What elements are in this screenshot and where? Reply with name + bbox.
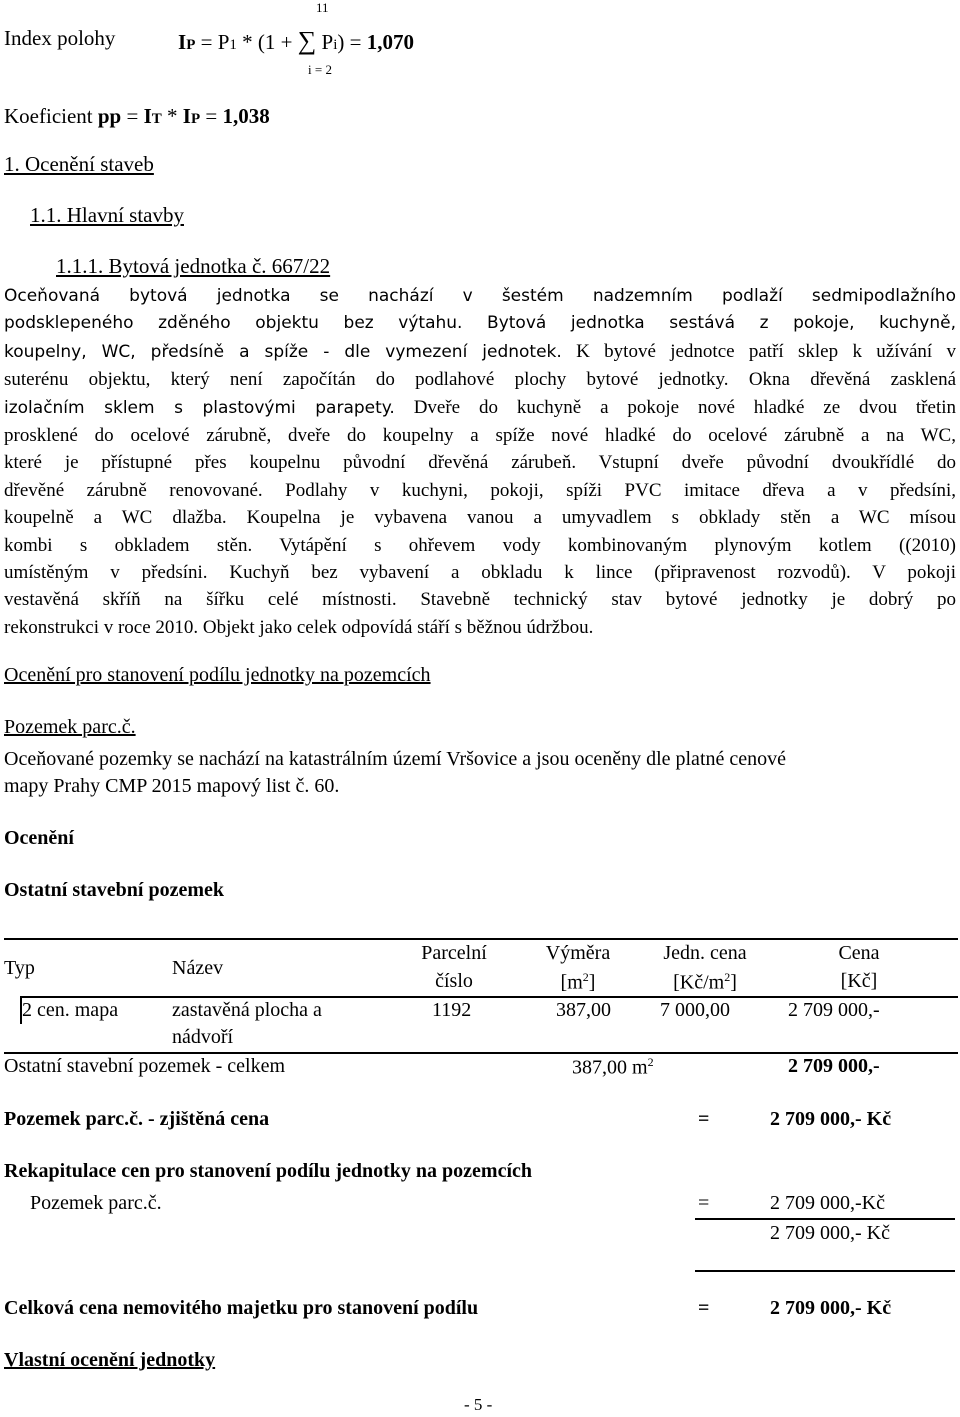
col-header-cena: Cena [838, 942, 880, 964]
description-line: koupelně a WC dlažba. Koupelna je vybavena vanou a umyvadlem s obklady stěn a WC mísou [4, 507, 956, 529]
rekapitulace-total: 2 709 000,- Kč [770, 1222, 890, 1244]
rekapitulace-title: Rekapitulace cen pro stanovení podílu jednotky na pozemcích [4, 1160, 532, 1182]
cell-jedn-cena: 7 000,00 [660, 999, 730, 1021]
index-polohy-formula: IP = P1 * (1 + ∑ Pi) = 1,070 [178, 26, 414, 55]
description-line: umístěným v předsíni. Kuchyň bez vybavení a obkladu k lince (připravenost rozvodů). V pokoji [4, 562, 956, 584]
description-line: dřevěné zárubně renovované. Podlahy v kuchyni, pokoji, spíži PVC imitace dřeva a v předsíni, [4, 479, 956, 501]
description-line: vestavěná skříň na šířku celé místnosti. Stavebně technický stav bytové jednotky je dobrý po [4, 589, 956, 611]
cell-nazev-cont: nádvoří [172, 1026, 234, 1048]
celkova-cena-value: 2 709 000,- Kč [770, 1297, 892, 1319]
land-text-line: Oceňované pozemky se nachází na katastrálním území Vršovice a jsou oceněny dle platné cenové [4, 748, 787, 770]
description-line: Oceňovaná bytová jednotka se nachází v šestém nadzemním podlaží sedmipodlažního [4, 286, 956, 306]
heading-bytova-jednotka: 1.1.1. Bytová jednotka č. 667/22 [56, 254, 331, 278]
cell-typ: 2 cen. mapa [22, 999, 119, 1021]
celkova-cena-eq: = [698, 1297, 710, 1319]
total-cena: 2 709 000,- [788, 1055, 880, 1077]
heading-oceneni-staveb: 1. Ocenění staveb [4, 152, 154, 176]
sum-upper-limit: 11 [316, 0, 329, 15]
description-paragraph [4, 283, 956, 641]
rekapitulace-eq: = [698, 1192, 710, 1214]
description-line: které je přístupné přes koupelnu původní dřevěná zárubeň. Vstupní dveře původní dvoukřídlé do [4, 452, 956, 474]
col-header-jedn-cena: Jedn. cena [663, 942, 747, 964]
col-header-jedn-cena-unit: $[Kč/m^2]$ [673, 970, 737, 994]
table-total-rule [4, 1052, 958, 1054]
heading-hlavni-stavby: 1.1. Hlavní stavby [30, 203, 184, 227]
index-polohy-value: 1,070 [366, 30, 414, 54]
land-text-line: mapy Prahy CMP 2015 mapový list č. 60. [4, 775, 340, 797]
cell-vymera: 387,00 [556, 999, 611, 1021]
zjistena-cena-label: Pozemek parc.č. - zjištěná cena [4, 1108, 270, 1130]
description-line: koupelny, WC, předsíně a spíže - dle vymezení jednotek. K bytové jednotce patří sklep k užívání v [4, 340, 957, 362]
col-header-cena-unit: [Kč] [840, 970, 878, 992]
description-line: prosklené do ocelové zárubně, dveře do koupelny a spíže nové hladké do ocelové zárubně a na WC, [4, 425, 956, 447]
cell-nazev: zastavěná plocha a [172, 999, 322, 1021]
page-number: - 5 - [464, 1395, 493, 1414]
ostatni-pozemek-heading: Ostatní stavební pozemek [4, 879, 224, 901]
vlastni-oceneni-heading: Vlastní ocenění jednotky [4, 1349, 216, 1371]
table-header-rule [20, 996, 958, 998]
zjistena-cena-value: 2 709 000,- Kč [770, 1108, 892, 1130]
total-vymera: 387,00 $m^2$ [572, 1055, 654, 1079]
index-polohy-label: Index polohy [4, 26, 116, 50]
section-title-land: Ocenění pro stanovení podílu jednotky na pozemcích [4, 664, 431, 686]
zjistena-cena-eq: = [698, 1108, 710, 1130]
rekapitulace-rule-1 [695, 1218, 955, 1220]
celkova-cena-label: Celková cena nemovitého majetku pro stanovení podílu [4, 1297, 479, 1319]
col-header-vymera-unit: $[m^2]$ [560, 970, 596, 994]
table-top-rule [4, 938, 958, 940]
rekapitulace-rule-2 [695, 1270, 955, 1272]
col-header-nazev: Název [172, 957, 224, 979]
sum-symbol: ∑ [297, 26, 317, 55]
cell-cena: 2 709 000,- [788, 999, 880, 1021]
col-header-parcelni: Parcelní [421, 942, 487, 964]
col-header-typ: Typ [4, 957, 35, 979]
rekapitulace-value: 2 709 000,-Kč [770, 1192, 885, 1214]
oceneni-heading: Ocenění [4, 827, 74, 849]
description-line: suterénu objektu, který není započítán do podlahové plochy bytové jednotky. Okna dřevěná zasklená [4, 369, 957, 391]
koeficient-line: Koeficient pp = IT * IP = 1,038 [4, 104, 270, 128]
sum-lower-limit: i = 2 [308, 62, 332, 77]
description-line: kombi s obkladem stěn. Vytápění s ohřevem vody kombinovaným plynovým kotlem ((2010) [4, 534, 956, 556]
col-header-vymera: Výměra [545, 942, 611, 964]
koeficient-value: 1,038 [222, 104, 270, 128]
col-header-parcelni-2: číslo [435, 970, 473, 992]
total-label: Ostatní stavební pozemek - celkem [4, 1055, 286, 1077]
description-line: rekonstrukci v roce 2010. Objekt jako celek odpovídá stáří s běžnou údržbou. [4, 616, 594, 638]
pozemek-title: Pozemek parc.č. [4, 716, 136, 738]
rekapitulace-item: Pozemek parc.č. [30, 1192, 162, 1214]
cell-parcelni: 1192 [432, 999, 472, 1021]
description-line: izolačním sklem s plastovými parapety. Dveře do kuchyně a pokoje nové hladké ze dvou třetin [4, 396, 957, 418]
description-line: podsklepeného zděného objektu bez výtahu. Bytová jednotka sestává z pokoje, kuchyně, [4, 313, 956, 334]
